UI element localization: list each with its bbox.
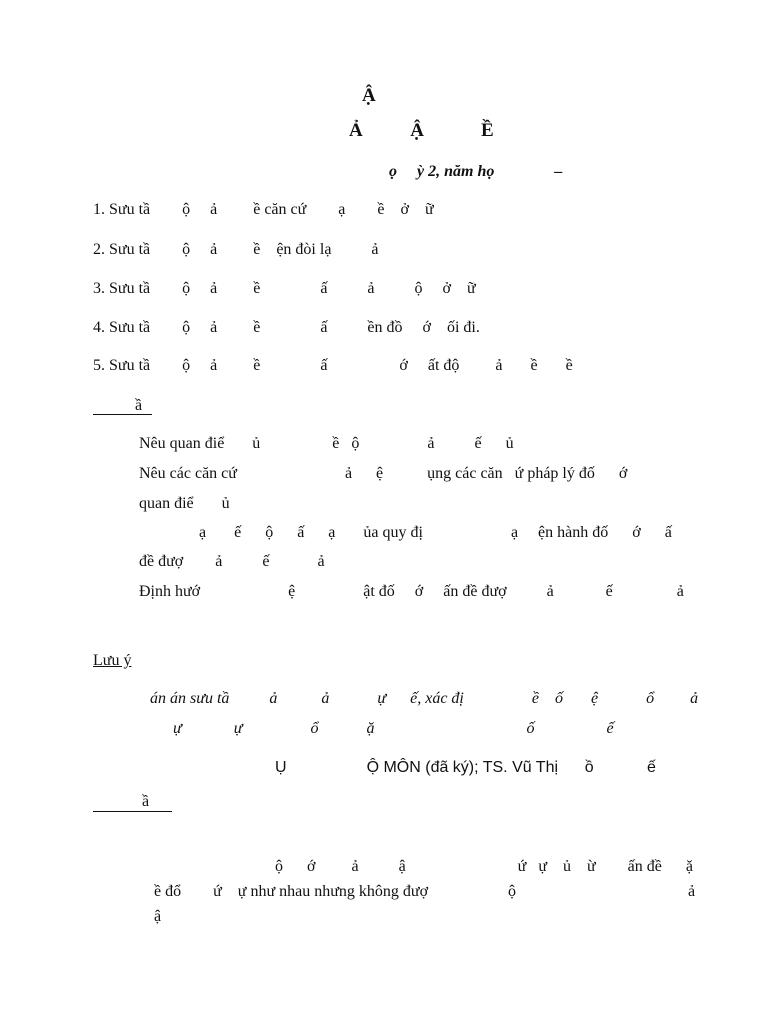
requirement-line: ạ ế ộ ấ ạ ủa quy đị ạ ện hành đố ớ ấ — [139, 524, 672, 541]
note-line: ự ự ổ ặ ố ế — [173, 720, 614, 737]
question-item: 1. Sưu tầ ộ ả ề căn cứ ạ ề ở ữ — [93, 201, 434, 218]
requirement-line: quan điể ủ — [139, 495, 230, 512]
document-title-line-2: Ả Ậ Ề — [349, 120, 494, 141]
question-item: 5. Sưu tầ ộ ả ề ấ ớ ất độ ả ề ề — [93, 357, 573, 374]
document-title-line-1: Ậ — [362, 85, 376, 106]
requirements-heading: ầ — [135, 397, 143, 414]
document-subtitle: ọ ỳ 2, năm họ – — [389, 163, 563, 180]
requirement-line: Định hướ ệ ật đố ớ ấn đề đượ ả ế ả — [139, 583, 684, 600]
requirements-heading-underline — [93, 414, 152, 415]
question-item: 3. Sưu tầ ộ ả ề ấ ả ộ ở ữ — [93, 280, 476, 297]
department-signature: Ụ Ộ MÔN (đã ký); TS. Vũ Thị ồ ế — [275, 759, 656, 776]
requirement-line: đề đượ ả ế ả — [139, 553, 325, 570]
format-heading-underline — [93, 811, 172, 812]
requirement-line: Nêu các căn cứ ả ệ ụng các căn ứ pháp lý đố ớ — [139, 465, 628, 482]
format-heading: ầ — [142, 793, 150, 810]
format-line: ề đổ ứ ự như nhau nhưng không đượ ộ ả — [154, 883, 696, 900]
note-line: án án sưu tầ ả ả ự ế, xác đị ề ố ệ ổ ả — [150, 690, 699, 707]
format-line: ậ — [154, 908, 162, 925]
requirement-line: Nêu quan điể ủ ề ộ ả ế ủ — [139, 435, 514, 452]
format-line: ộ ớ ả ậ ứ ự ủ ừ ấn đề ặ — [275, 858, 693, 875]
note-heading: Lưu ý — [93, 652, 132, 669]
question-item: 2. Sưu tầ ộ ả ề ện đòi lạ ả — [93, 241, 379, 258]
question-item: 4. Sưu tầ ộ ả ề ấ ền đồ ớ ối đi. — [93, 319, 480, 336]
